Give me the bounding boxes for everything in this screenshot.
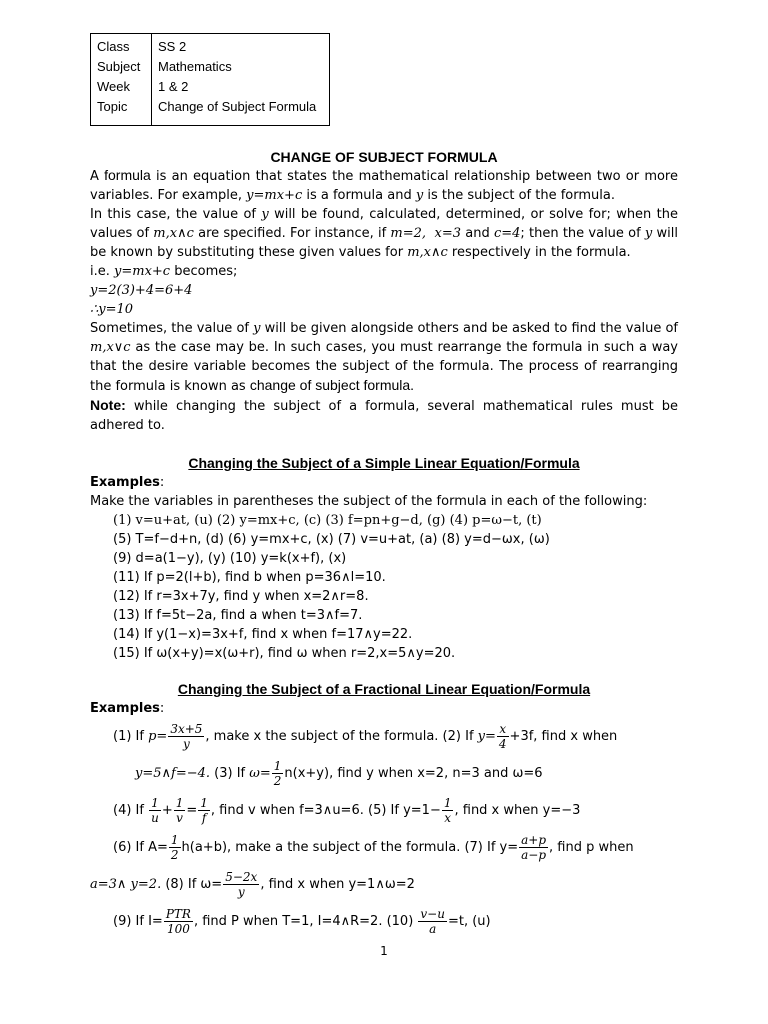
info-value: 1 & 2 — [158, 79, 189, 94]
fraction-example-row: (4) If $\frac{1}{u}$ + $\frac{1}{v}$ = $\frac{1}{f}$ , find v when f=3∧u=6. (5) If y=1− $\frac{1}{x}$ , find x when y=−3 — [113, 796, 581, 825]
fraction: $\frac{x}{4}$ — [498, 722, 507, 751]
info-row — [91, 97, 330, 126]
info-value: Change of Subject Formula — [158, 99, 317, 114]
note-paragraph: Note: while changing the subject of a formula, several mathematical rules must be adhered to. — [90, 397, 678, 433]
fraction: $\frac{5-2x}{y}$ — [225, 870, 258, 899]
example-line: (1) v=u+at, (u) (2) y=mx+c, (c) (3) f=pn+g−d, (g) (4) p=ω−t, (t) — [113, 513, 542, 528]
examples-label: Examples: — [90, 475, 165, 490]
intro-paragraph-1: A formula is an equation that states the mathematical relationship between two or more variables. For example, y=mx+c is a formula and y is the subject of the formula. — [90, 167, 678, 203]
info-table — [90, 33, 330, 126]
info-value: SS 2 — [158, 39, 187, 54]
fraction: $\frac{3x+5}{y}$ — [170, 722, 203, 751]
fraction-example-row: y=5∧f=−4. (3) If ω= $\frac{1}{2}$ n(x+y), find y when x=2, n=3 and ω=6 — [135, 759, 543, 788]
section-heading-simple: Changing the Subject of a Simple Linear Equation/Formula — [188, 455, 580, 471]
example-line: (11) If p=2(l+b), find b when p=36∧l=10. — [113, 570, 386, 585]
fraction-example-row: (9) If I= $\frac{\text{PTR}}{100}$ , find P when T=1, I=4∧R=2. (10) $\frac{v-u}{a}$ =t, (u) — [113, 907, 491, 936]
example-line: (9) d=a(1−y), (y) (10) y=k(x+f), (x) — [113, 551, 347, 566]
info-label: Subject — [91, 57, 152, 77]
instruction-text: Make the variables in parentheses the subject of the formula in each of the following: — [90, 494, 648, 509]
info-value: Mathematics — [158, 59, 232, 74]
page-title: CHANGE OF SUBJECT FORMULA — [270, 149, 498, 165]
example-line: (13) If f=5t−2a, find a when t=3∧f=7. — [113, 608, 363, 623]
example-line: (5) T=f−d+n, (d) (6) y=mx+c, (x) (7) v=u+at, (a) (8) y=d−ωx, (ω) — [113, 532, 550, 547]
info-row — [91, 57, 330, 77]
fraction: $\frac{1}{x}$ — [443, 796, 452, 825]
info-row — [91, 77, 330, 97]
example-line: (15) If ω(x+y)=x(ω+r), find ω when r=2,x=5∧y=20. — [113, 646, 456, 661]
section-heading-fractional: Changing the Subject of a Fractional Linear Equation/Formula — [177, 681, 591, 697]
fraction: $\frac{1}{u}$ — [151, 796, 159, 825]
intro-paragraph-2: In this case, the value of y will be found, calculated, determined, or solve for; when the values of m,x∧c are specified. For instance, if m=2, x=3 and c=4; then the value of y will be known by substituting these given values for m,x∧c respectively in the formula. — [90, 207, 678, 260]
calc-line-2: ∴y=10 — [90, 302, 134, 317]
intro-paragraph-3: Sometimes, the value of y will be given alongside others and be asked to find the value of m,x∨c as the case may be. In such cases, you must rearrange the formula in such a way that the desire variable becomes the subject of the formula. The process of rearranging the formula is known as change of subject formula. — [90, 321, 678, 394]
info-row — [91, 34, 330, 58]
fraction: $\frac{1}{2}$ — [170, 833, 179, 862]
fraction: $\frac{v-u}{a}$ — [420, 907, 445, 936]
example-line: (12) If r=3x+7y, find y when x=2∧r=8. — [113, 589, 369, 604]
calc-line-1: y=2(3)+4=6+4 — [90, 283, 193, 298]
fraction-example-row: (1) If p= $\frac{3x+5}{y}$ , make x the subject of the formula. (2) If y= $\frac{x}{4}$ +3f, find x when — [113, 722, 618, 751]
ie-line: i.e. y=mx+c becomes; — [90, 264, 238, 279]
fraction-example-row: (6) If A= $\frac{1}{2}$ h(a+b), make a the subject of the formula. (7) If y= $\frac{a+p}{a-p}$ , find p when — [113, 833, 634, 862]
fraction: $\frac{1}{2}$ — [273, 759, 282, 788]
fraction: $\frac{1}{f}$ — [200, 796, 208, 825]
info-label: Week — [91, 77, 152, 97]
info-label: Topic — [91, 97, 152, 126]
fraction: $\frac{\text{PTR}}{100}$ — [165, 907, 191, 936]
info-label: Class — [91, 34, 152, 58]
example-line: (14) If y(1−x)=3x+f, find x when f=17∧y=22. — [113, 627, 413, 642]
fraction: $\frac{a+p}{a-p}$ — [521, 833, 547, 862]
fraction-example-row: a=3∧ y=2. (8) If ω= $\frac{5-2x}{y}$ , find x when y=1∧ω=2 — [90, 870, 415, 899]
document-page — [90, 33, 678, 940]
examples-label: Examples: — [90, 701, 165, 716]
page-number: 1 — [380, 944, 388, 958]
fraction: $\frac{1}{v}$ — [175, 796, 184, 825]
